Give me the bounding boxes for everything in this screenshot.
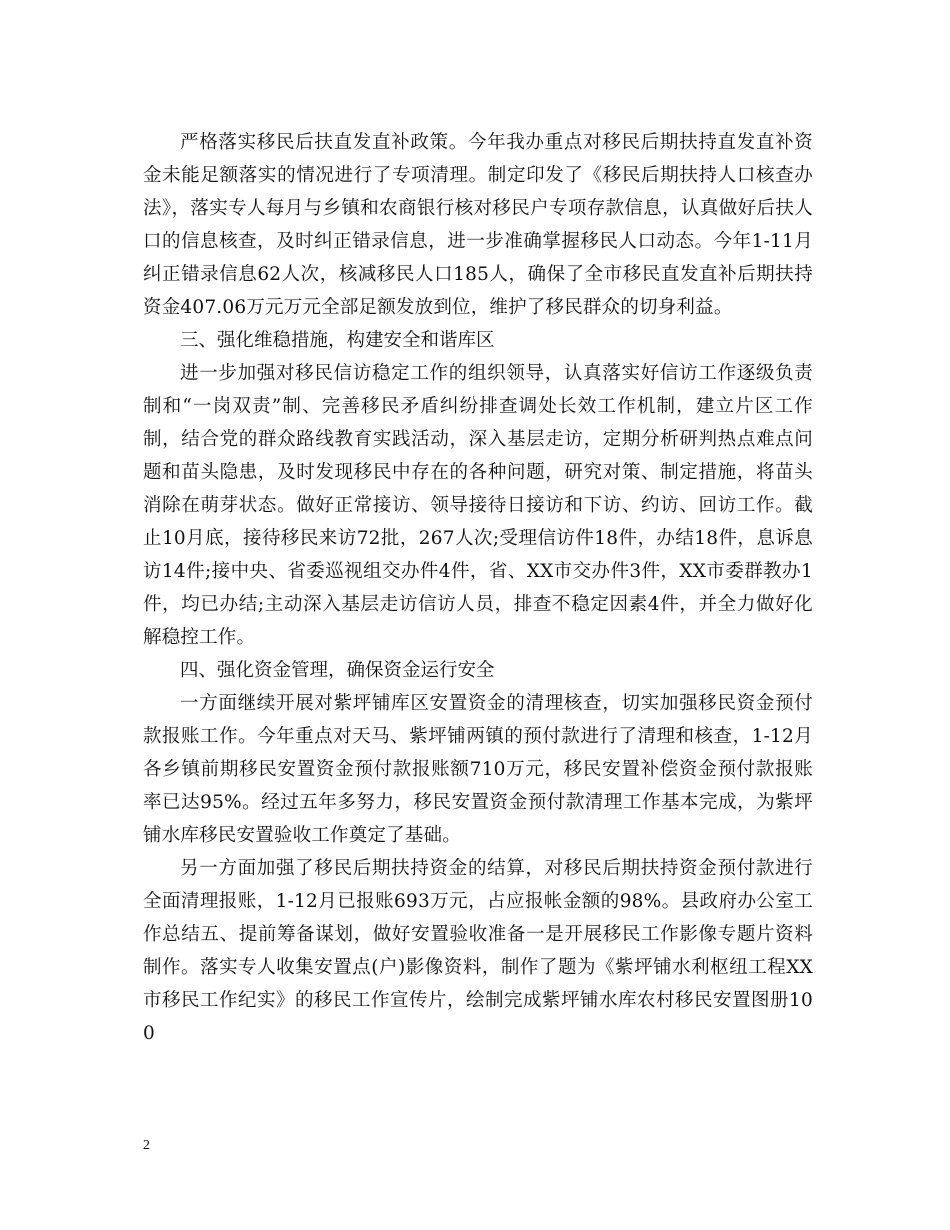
paragraph-resettlement-subsidy: 严格落实移民后扶直发直补政策。今年我办重点对移民后期扶持直发直补资金未能足额落实的情况进行了专项清理。制定印发了《移民后期扶持人口核查办法》，落实专人每月与乡镇和农商银行核对移民户专项存款信息，认真做好后扶人口的信息核查，及时纠正错录信息，进一步准确掌握移民人口动态。今年1-11月纠正错录信息62人次，核减移民人口185人，确保了全市移民直发直补后期扶持资金407.06万元万元全部足额发放到位，维护了移民群众的切身利益。 [143, 132, 813, 318]
paragraph-post-support-settlement: 另一方面加强了移民后期扶持资金的结算，对移民后期扶持资金预付款进行全面清理报账，1-12月已报账693万元，占应报帐金额的98%。县政府办公室工作总结五、提前筹备谋划，做好安置验收准备一是开展移民工作影像专题片资料制作。落实专人收集安置点(户)影像资料，制作了题为《紫坪铺水利枢纽工程XX市移民工作纪实》的移民工作宣传片，绘制完成紫坪铺水库农村移民安置图册100 [143, 858, 813, 1044]
document-body [143, 126, 813, 1050]
paragraph-petition-stability: 进一步加强对移民信访稳定工作的组织领导，认真落实好信访工作逐级负责制和“一岗双责”制、完善移民矛盾纠纷排查调处长效工作机制，建立片区工作制，结合党的群众路线教育实践活动，深入基层走访，定期分析研判热点难点问题和苗头隐患，及时发现移民中存在的各种问题，研究对策、制定措施，将苗头消除在萌芽状态。做好正常接访、领导接待日接访和下访、约访、回访工作。截止10月底，接待移民来访72批，267人次;受理信访件18件，办结18件，息诉息访14件;接中央、省委巡视组交办件4件，省、XX市交办件3件，XX市委群教办1件，均已办结;主动深入基层走访信访人员，排查不稳定因素4件，并全力做好化解稳控工作。 [143, 363, 813, 648]
paragraph-fund-clearance: 一方面继续开展对紫坪铺库区安置资金的清理核查，切实加强移民资金预付款报账工作。今年重点对天马、紫坪铺两镇的预付款进行了清理和核查，1-12月各乡镇前期移民安置资金预付款报账额710万元，移民安置补偿资金预付款报账率已达95%。经过五年多努力，移民安置资金预付款清理工作基本完成，为紫坪铺水库移民安置验收工作奠定了基础。 [143, 693, 813, 846]
section-heading-stability: 三、强化维稳措施，构建安全和谐库区 [180, 330, 495, 351]
section-heading-fund-management: 四、强化资金管理，确保资金运行安全 [180, 660, 495, 681]
page-number: 2 [143, 1138, 150, 1153]
